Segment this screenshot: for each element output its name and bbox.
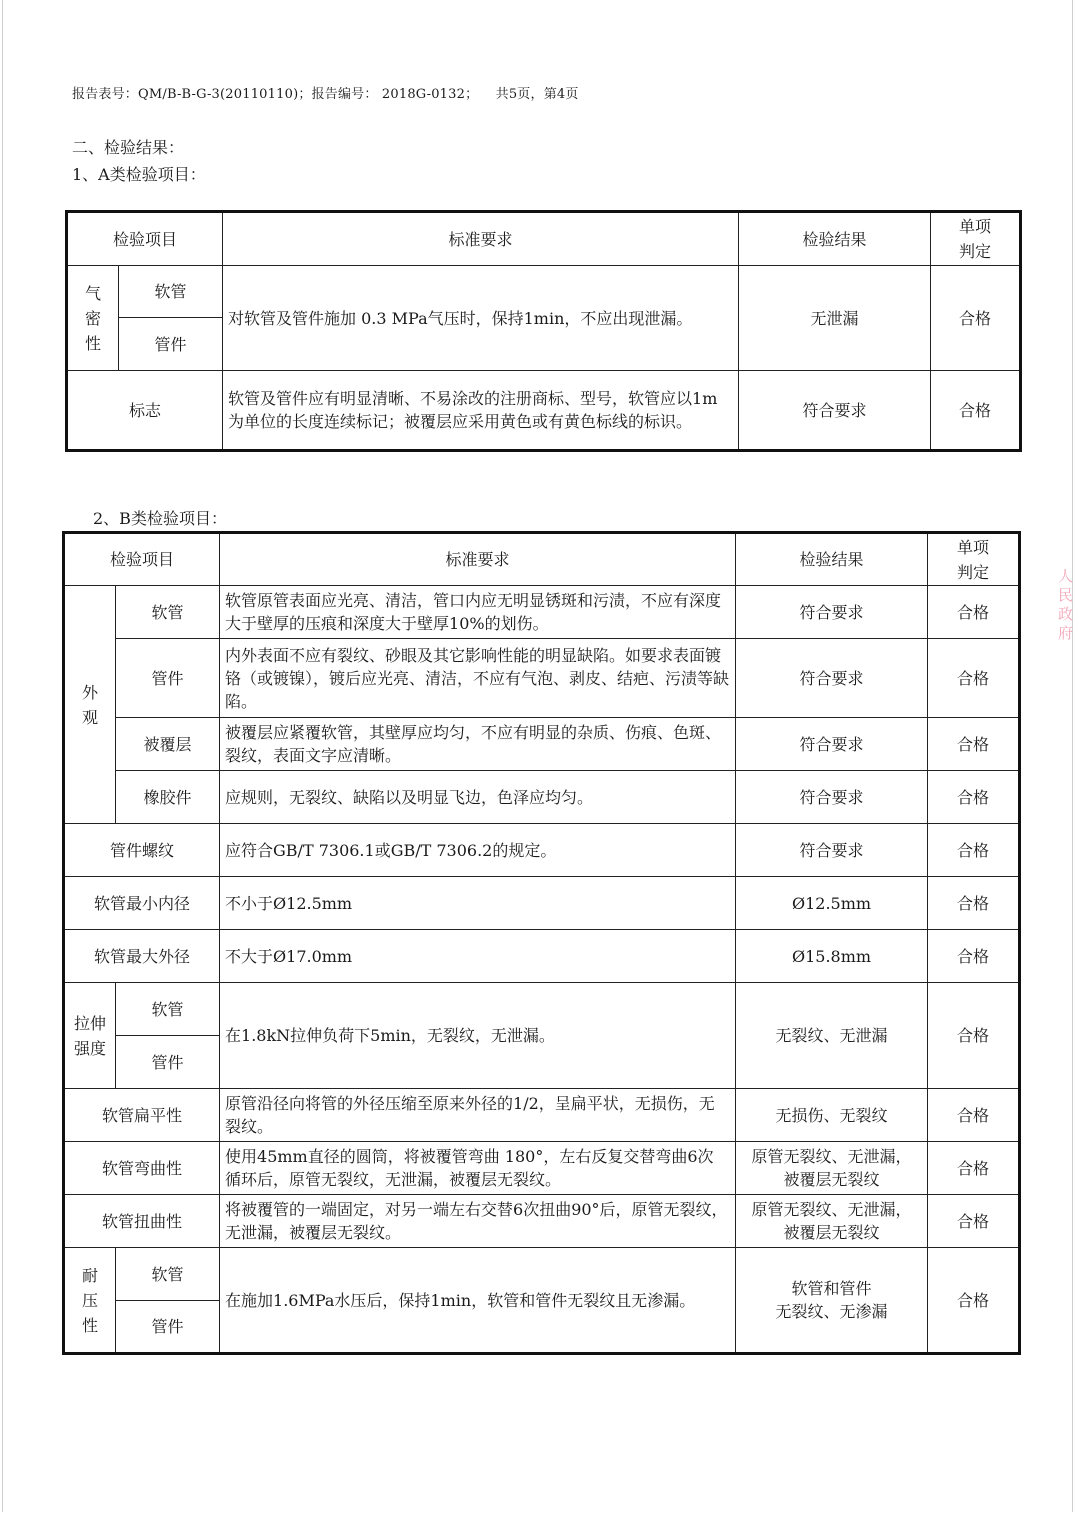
report-form-number: QM/B-B-G-3(20110110)； (138, 87, 312, 102)
table-row (64, 824, 1020, 877)
result-cell: 符合要求 (736, 824, 928, 877)
col-header-judgement: 单项判定 (928, 533, 1020, 586)
col-header-standard: 标准要求 (220, 533, 736, 586)
table-row (67, 266, 1021, 318)
table-row (64, 639, 1020, 718)
item-cell: 管件螺纹 (64, 824, 220, 877)
page-count: 共5页，第4页 (495, 87, 579, 102)
judgement-cell: 合格 (928, 930, 1020, 983)
group-cell-pressure: 耐压性 (64, 1248, 116, 1354)
col-header-standard: 标准要求 (223, 212, 739, 266)
sub-item-cell: 软管 (119, 266, 223, 318)
standard-cell: 内外表面不应有裂纹、砂眼及其它影响性能的明显缺陷。如要求表面镀铬（或镀镍），镀后应光亮、清洁，不应有气泡、剥皮、结疤、污渍等缺陷。 (220, 639, 736, 718)
result-line-1: 软管和管件 (791, 1279, 872, 1298)
group-cell-appearance: 外观 (64, 586, 116, 824)
section-a-title: 1、A类检验项目： (72, 165, 206, 184)
group-cell-airtight: 气密性 (67, 266, 119, 371)
report-form-label: 报告表号： (72, 87, 139, 102)
col-header-item: 检验项目 (67, 212, 223, 266)
judgement-cell: 合格 (928, 1248, 1020, 1354)
table-row (64, 1089, 1020, 1142)
standard-cell: 应符合GB/T 7306.1或GB/T 7306.2的规定。 (220, 824, 736, 877)
judgement-cell: 合格 (928, 824, 1020, 877)
section-title: 二、检验结果： (72, 138, 185, 157)
result-cell: 原管无裂纹、无泄漏，被覆层无裂纹 (736, 1195, 928, 1248)
result-cell: Ø15.8mm (736, 930, 928, 983)
standard-cell: 不大于Ø17.0mm (220, 930, 736, 983)
sub-item-cell: 被覆层 (116, 718, 220, 771)
standard-cell: 对软管及管件施加 0.3 MPa气压时，保持1min，不应出现泄漏。 (223, 266, 739, 371)
table-row (64, 930, 1020, 983)
col-header-result: 检验结果 (736, 533, 928, 586)
table-row (64, 1142, 1020, 1195)
result-cell: 符合要求 (736, 771, 928, 824)
item-cell: 软管最小内径 (64, 877, 220, 930)
sub-item-cell: 橡胶件 (116, 771, 220, 824)
standard-cell: 软管原管表面应光亮、清洁，管口内应无明显锈斑和污渍，不应有深度大于壁厚的压痕和深度大于壁厚10%的划伤。 (220, 586, 736, 639)
col-header-result: 检验结果 (739, 212, 931, 266)
table-row (64, 718, 1020, 771)
sub-item-cell: 软管 (116, 983, 220, 1036)
standard-cell: 应规则，无裂纹、缺陷以及明显飞边，色泽应均匀。 (220, 771, 736, 824)
result-cell: 符合要求 (739, 371, 931, 451)
table-row (64, 877, 1020, 930)
sub-item-cell: 软管 (116, 1248, 220, 1301)
item-cell: 标志 (67, 371, 223, 451)
item-cell: 软管弯曲性 (64, 1142, 220, 1195)
standard-cell: 被覆层应紧覆软管，其壁厚应均匀，不应有明显的杂质、伤痕、色斑、裂纹，表面文字应清晰。 (220, 718, 736, 771)
standard-cell: 将被覆管的一端固定，对另一端左右交替6次扭曲90°后，原管无裂纹，无泄漏，被覆层无裂纹。 (220, 1195, 736, 1248)
standard-cell: 原管沿径向将管的外径压缩至原来外径的1/2，呈扁平状，无损伤，无裂纹。 (220, 1089, 736, 1142)
result-cell: 符合要求 (736, 718, 928, 771)
standard-cell: 在施加1.6MPa水压后，保持1min，软管和管件无裂纹且无渗漏。 (220, 1248, 736, 1354)
judgement-cell: 合格 (928, 639, 1020, 718)
judgement-cell: 合格 (931, 371, 1021, 451)
section-b-title: 2、B类检验项目： (93, 509, 227, 528)
sub-item-cell: 管件 (116, 1036, 220, 1089)
result-line-2: 无裂纹、无渗漏 (775, 1302, 888, 1321)
table-row (64, 1195, 1020, 1248)
judgement-cell: 合格 (928, 771, 1020, 824)
judgement-cell: 合格 (928, 1195, 1020, 1248)
col-header-judgement: 单项判定 (931, 212, 1021, 266)
report-no-label: 报告编号： (311, 87, 378, 102)
item-cell: 软管扁平性 (64, 1089, 220, 1142)
col-header-item: 检验项目 (64, 533, 220, 586)
table-header-row (64, 533, 1020, 586)
result-cell (736, 1248, 928, 1354)
result-cell: 无损伤、无裂纹 (736, 1089, 928, 1142)
report-number: 2018G-0132； (381, 87, 479, 102)
result-cell: 符合要求 (736, 586, 928, 639)
result-cell: 原管无裂纹、无泄漏，被覆层无裂纹 (736, 1142, 928, 1195)
class-b-table (62, 531, 1021, 1355)
sub-item-cell: 软管 (116, 586, 220, 639)
judgement-cell: 合格 (928, 1089, 1020, 1142)
standard-cell: 不小于Ø12.5mm (220, 877, 736, 930)
report-header (72, 83, 579, 102)
result-cell: 无裂纹、无泄漏 (736, 983, 928, 1089)
item-cell: 软管扭曲性 (64, 1195, 220, 1248)
standard-cell: 使用45mm直径的圆筒，将被覆管弯曲 180°，左右反复交替弯曲6次循环后，原管无裂纹，无泄漏，被覆层无裂纹。 (220, 1142, 736, 1195)
result-cell: 符合要求 (736, 639, 928, 718)
table-row (64, 983, 1020, 1036)
judgement-cell: 合格 (928, 983, 1020, 1089)
table-row (64, 1248, 1020, 1301)
judgement-cell: 合格 (928, 718, 1020, 771)
sub-item-cell: 管件 (116, 1301, 220, 1354)
sub-item-cell: 管件 (116, 639, 220, 718)
judgement-cell: 合格 (928, 877, 1020, 930)
table-row (67, 371, 1021, 451)
group-cell-tensile: 拉伸强度 (64, 983, 116, 1089)
standard-cell: 在1.8kN拉伸负荷下5min，无裂纹，无泄漏。 (220, 983, 736, 1089)
judgement-cell: 合格 (928, 586, 1020, 639)
table-row (64, 771, 1020, 824)
judgement-cell: 合格 (928, 1142, 1020, 1195)
result-cell: Ø12.5mm (736, 877, 928, 930)
item-cell: 软管最大外径 (64, 930, 220, 983)
standard-cell: 软管及管件应有明显清晰、不易涂改的注册商标、型号，软管应以1m为单位的长度连续标记；被覆层应采用黄色或有黄色标线的标识。 (223, 371, 739, 451)
sub-item-cell: 管件 (119, 318, 223, 371)
table-header-row (67, 212, 1021, 266)
seal-stamp: 人民政府 (1056, 568, 1074, 644)
table-row (64, 586, 1020, 639)
class-a-table (65, 210, 1022, 452)
result-cell: 无泄漏 (739, 266, 931, 371)
judgement-cell: 合格 (931, 266, 1021, 371)
